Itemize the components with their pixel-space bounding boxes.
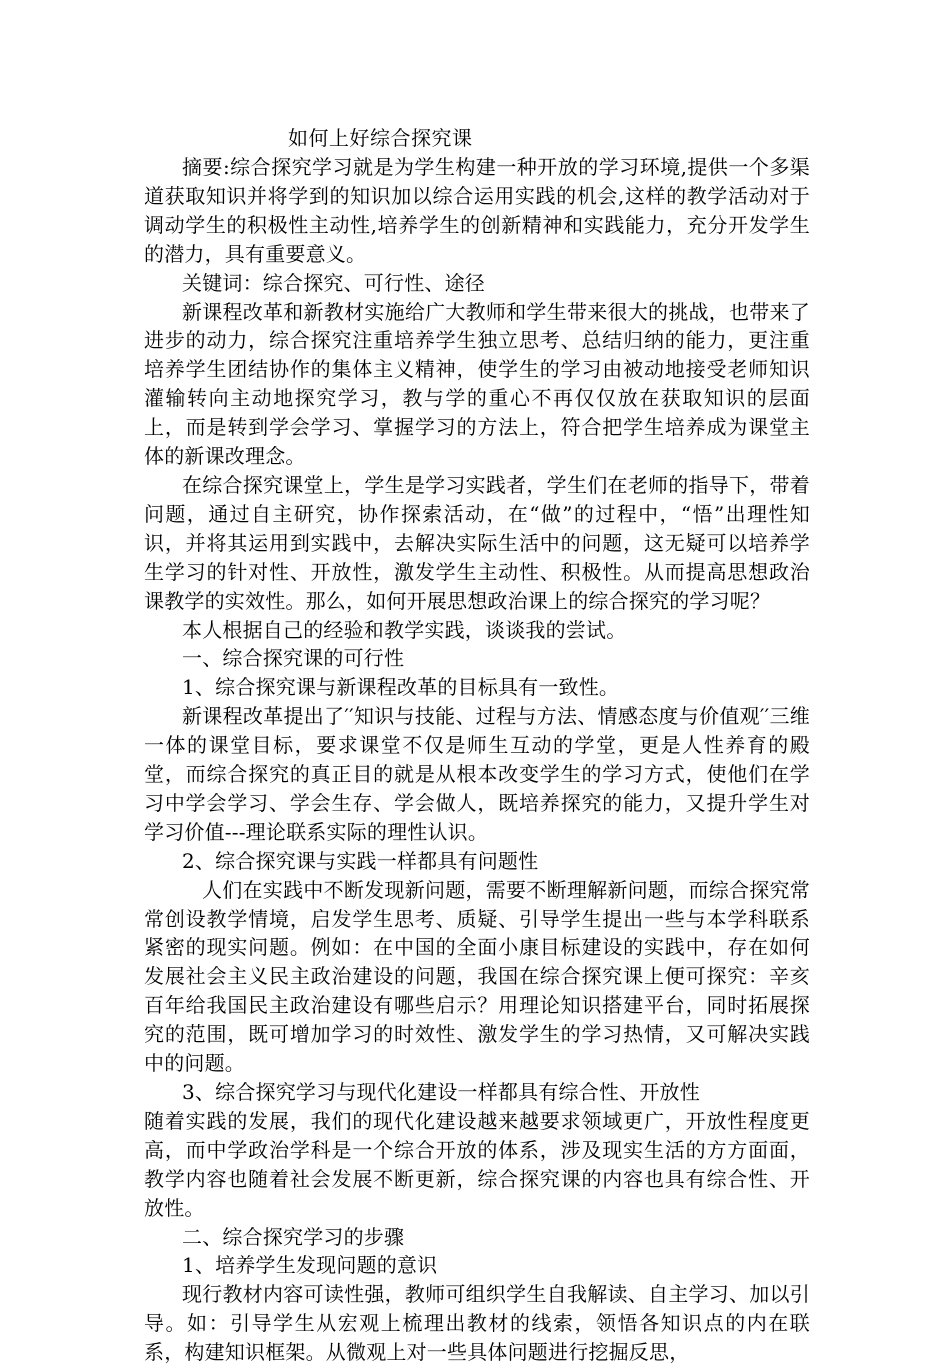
document-body	[144, 124, 810, 1367]
subsection-heading: 1、培养学生发现问题的意识	[182, 1253, 438, 1278]
keywords-line: 关键词：综合探究、可行性、途径	[182, 270, 485, 295]
body-paragraph: 现行教材内容可读性强，教师可组织学生自我解读、自主学习、加以引导。如：引导学生从宏观上梳理出教材的线索，领悟各知识点的内在联系，构建知识框架。从微观上对一些具体问题进行挖掘反思，	[144, 1282, 810, 1365]
subsection-heading: 3、综合探究学习与现代化建设一样都具有综合性、开放性	[182, 1080, 700, 1104]
subsection-heading: 2、综合探究课与实践一样都具有问题性	[182, 848, 539, 873]
body-paragraph: 本人根据自己的经验和教学实践，谈谈我的尝试。	[182, 617, 627, 642]
body-paragraph: 新课程改革和新教材实施给广大教师和学生带来很大的挑战，也带来了进步的动力，综合探究注重培养学生独立思考、总结归纳的能力，更注重培养学生团结协作的集体主义精神，使学生的学习由被动地接受老师知识灌输转向主动地探究学习，教与学的重心不再仅仅放在获取知识的层面上，而是转到学会学习、掌握学习的方法上，符合把学生培养成为课堂主体的新课改理念。	[144, 299, 810, 469]
body-paragraph: 在综合探究课堂上，学生是学习实践者，学生们在老师的指导下，带着问题，通过自主研究，协作探索活动，在“做”的过程中，“悟”出理性知识，并将其运用到实践中，去解决实际生活中的问题，这无疑可以培养学生学习的针对性、开放性，激发学生主动性、积极性。从而提高思想政治课教学的实效性。那么，如何开展思想政治课上的综合探究的学习呢？	[144, 472, 810, 613]
section-heading: 二、综合探究学习的步骤	[182, 1224, 405, 1249]
document-title: 如何上好综合探究课	[288, 126, 473, 150]
body-paragraph: 随着实践的发展，我们的现代化建设越来越要求领域更广，开放性程度更高，而中学政治学科是一个综合开放的体系，涉及现实生活的方方面面，教学内容也随着社会发展不断更新，综合探究课的内容也具有综合性、开放性。	[144, 1108, 810, 1220]
section-heading: 一、综合探究课的可行性	[182, 646, 405, 671]
abstract-paragraph: 摘要:综合探究学习就是为学生构建一种开放的学习环境,提供一个多渠道获取知识并将学到的知识加以综合运用实践的机会,这样的教学活动对于调动学生的积极性主动性,培养学生的创新精神和实践能力，充分开发学生的潜力，具有重要意义。	[144, 155, 810, 266]
subsection-heading: 1、综合探究课与新课程改革的目标具有一致性。	[182, 675, 620, 700]
body-paragraph: 新课程改革提出了′′知识与技能、过程与方法、情感态度与价值观′′三维一体的课堂目标，要求课堂不仅是师生互动的学堂，更是人性养育的殿堂，而综合探究的真正目的就是从根本改变学生的学习方式，使他们在学习中学会学习、学会生存、学会做人，既培养探究的能力，又提升学生对学习价值---理论联系实际的理性认识。	[144, 704, 810, 844]
body-paragraph: 人们在实践中不断发现新问题，需要不断理解新问题，而综合探究常常创设教学情境，启发学生思考、质疑、引导学生提出一些与本学科联系紧密的现实问题。例如：在中国的全面小康目标建设的实践中，存在如何发展社会主义民主政治建设的问题，我国在综合探究课上便可探究：辛亥百年给我国民主政治建设有哪些启示？用理论知识搭建平台，同时拓展探究的范围，既可增加学习的时效性、激发学生的学习热情，又可解决实践中的问题。	[144, 877, 810, 1076]
